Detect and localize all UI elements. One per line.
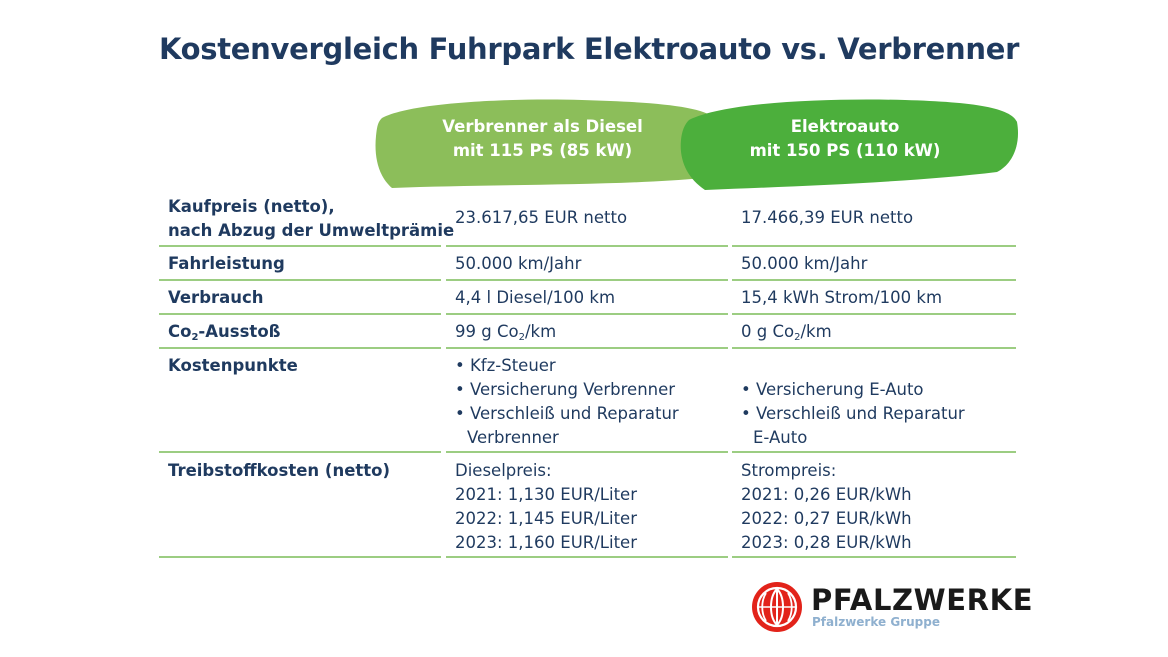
list-item: • Verschleiß und Reparatur Verbrenner [455, 402, 692, 450]
elektro-kaufpreis: 17.466,39 EUR netto [741, 208, 914, 227]
row-divider [732, 245, 1016, 247]
row-divider [732, 279, 1016, 281]
diesel-treibstoff [455, 459, 637, 555]
elektro-kostenpunkte-list [741, 378, 983, 450]
elektro-verbrauch: 15,4 kWh Strom/100 km [741, 288, 943, 307]
page-title: Kostenvergleich Fuhrpark Elektroauto vs. Verbrenner [159, 32, 1020, 66]
row-divider [446, 347, 728, 349]
diesel-column-header [420, 115, 665, 163]
row-divider [159, 245, 441, 247]
elektro-treibstoff [741, 459, 912, 555]
row-divider [732, 347, 1016, 349]
row-label-kaufpreis-line2: nach Abzug der Umweltprämie [168, 221, 455, 240]
elektro-co2-part: 0 g Co [741, 322, 795, 341]
row-label-kostenpunkte: Kostenpunkte [168, 356, 298, 375]
diesel-fahrleistung: 50.000 km/Jahr [455, 254, 582, 273]
diesel-header-line2: mit 115 PS (85 kW) [452, 141, 633, 160]
row-divider [732, 313, 1016, 315]
list-item: • Kfz-Steuer [455, 354, 692, 378]
diesel-verbrauch: 4,4 l Diesel/100 km [455, 288, 616, 307]
logo-name: PFALZWERKE [811, 583, 1034, 617]
diesel-kaufpreis: 23.617,65 EUR netto [455, 208, 628, 227]
row-divider [446, 245, 728, 247]
row-divider [159, 313, 441, 315]
diesel-co2-part: 99 g Co [455, 322, 519, 341]
row-label-co2 [168, 320, 281, 344]
row-divider [446, 279, 728, 281]
list-item: • Versicherung Verbrenner [455, 378, 692, 402]
elektro-header-line2: mit 150 PS (110 kW) [749, 141, 941, 160]
co2-label-part: Co [168, 322, 192, 341]
elektro-co2-subscript: 2 [794, 332, 801, 343]
diesel-price-line: Dieselpreis: [455, 461, 552, 480]
diesel-co2 [455, 320, 556, 344]
row-label-kaufpreis-line1: Kaufpreis (netto), [168, 197, 335, 216]
row-divider [159, 279, 441, 281]
list-item: • Verschleiß und Reparatur E-Auto [741, 402, 983, 450]
diesel-header-line1: Verbrenner als Diesel [442, 117, 643, 136]
diesel-kostenpunkte-list [455, 354, 692, 450]
elektro-header-line1: Elektroauto [790, 117, 900, 136]
diesel-price-line: 2021: 1,130 EUR/Liter [455, 485, 637, 504]
row-divider [732, 451, 1016, 453]
list-item: • Versicherung E-Auto [741, 378, 983, 402]
row-label-fahrleistung: Fahrleistung [168, 254, 285, 273]
row-divider [446, 556, 728, 558]
row-divider [159, 451, 441, 453]
row-divider [446, 313, 728, 315]
elektro-co2-part: /km [800, 322, 832, 341]
logo-subtitle: Pfalzwerke Gruppe [812, 615, 940, 629]
row-divider [732, 556, 1016, 558]
elektro-price-line: 2021: 0,26 EUR/kWh [741, 485, 912, 504]
elektro-price-line: Strompreis: [741, 461, 837, 480]
diesel-co2-part: /km [524, 322, 557, 341]
pfalzwerke-logo-icon [751, 581, 803, 633]
co2-label-part: -Ausstoß [198, 322, 281, 341]
elektro-co2 [741, 320, 832, 344]
row-label-verbrauch: Verbrauch [168, 288, 264, 307]
elektro-fahrleistung: 50.000 km/Jahr [741, 254, 868, 273]
row-divider [159, 347, 441, 349]
elektro-column-header [715, 115, 975, 163]
row-label-kaufpreis [168, 195, 454, 243]
row-divider [159, 556, 441, 558]
diesel-price-line: 2022: 1,145 EUR/Liter [455, 509, 637, 528]
diesel-price-line: 2023: 1,160 EUR/Liter [455, 533, 637, 552]
elektro-price-line: 2022: 0,27 EUR/kWh [741, 509, 912, 528]
row-divider [446, 451, 728, 453]
co2-label-subscript: 2 [191, 332, 199, 343]
elektro-price-line: 2023: 0,28 EUR/kWh [741, 533, 912, 552]
diesel-co2-subscript: 2 [518, 332, 525, 343]
row-label-treibstoff: Treibstoffkosten (netto) [168, 461, 391, 480]
